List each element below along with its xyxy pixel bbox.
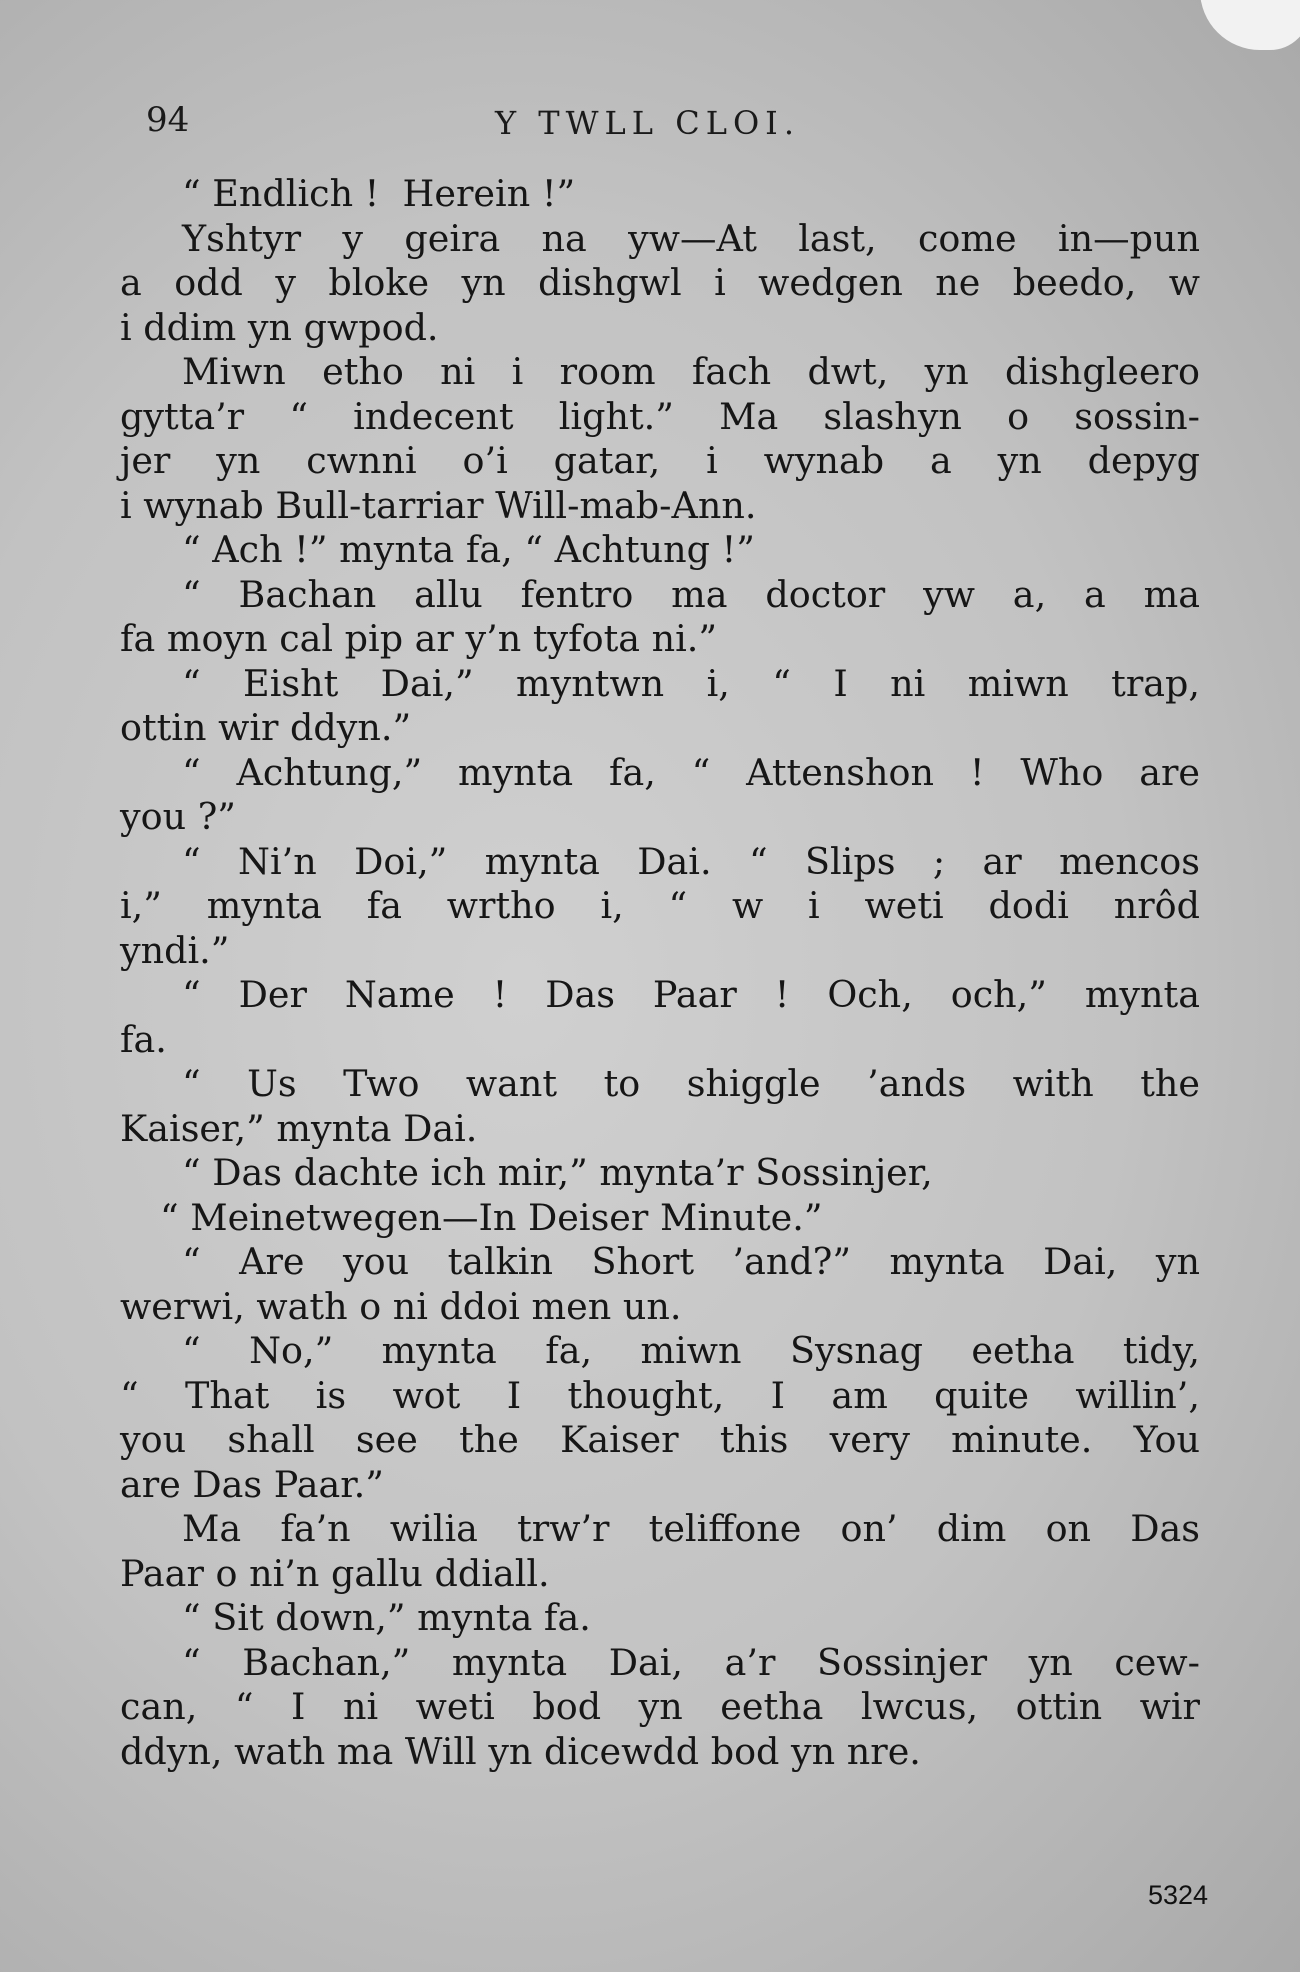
text-line: “ That is wot I thought, I am quite willin’, [120,1373,1200,1417]
text-line: can, “ I ni weti bod yn eetha lwcus, ottin wir [120,1685,1200,1728]
text-line: “ Meinetwegen—In Deiser Minute.” [160,1195,823,1239]
text-line: you shall see the Kaiser this very minute. You [120,1418,1200,1461]
text-line: yndi.” [120,928,230,972]
running-title: Y TWLL CLOI. [495,104,800,142]
body-text [120,172,1200,1774]
text-line: you ?” [120,795,236,838]
text-line: “ Bachan allu fentro ma doctor yw a, a ma [182,572,1200,616]
text-line: “ No,” mynta fa, miwn Sysnag eetha tidy, [182,1329,1200,1372]
text-line: Kaiser,” mynta Dai. [120,1106,478,1150]
sheet-id-number: 5324 [1148,1880,1209,1910]
text-line: fa. [120,1017,167,1061]
text-line: “ Are you talkin Short ’and?” mynta Dai, yn [182,1240,1200,1283]
text-line: are Das Paar.” [120,1462,384,1506]
text-line: i,” mynta fa wrtho i, “ w i weti dodi nrôd [120,884,1200,927]
text-line: gytta’r “ indecent light.” Ma slashyn o sossin- [120,394,1200,438]
text-line: “ Us Two want to shiggle ’ands with the [182,1062,1200,1105]
text-line: Yshtyr y geira na yw—At last, come in—pun [182,216,1200,260]
text-line: “ Sit down,” mynta fa. [182,1596,591,1639]
text-line: “ Der Name ! Das Paar ! Och, och,” mynta [182,973,1200,1016]
text-line: “ Endlich ! Herein !” [182,172,576,215]
page-header [140,100,1190,150]
text-line: Miwn etho ni i room fach dwt, yn dishgleero [182,350,1200,393]
torn-corner [1200,0,1300,50]
text-line: i ddim yn gwpod. [120,305,439,349]
text-line: ddyn, wath ma Will yn dicewdd bod yn nre. [120,1729,921,1773]
page-number: 94 [146,100,190,140]
text-line: a odd y bloke yn dishgwl i wedgen ne beedo, w [120,261,1200,304]
text-line: “ Das dachte ich mir,” mynta’r Sossinjer, [182,1151,933,1194]
text-line: “ Ni’n Doi,” mynta Dai. “ Slips ; ar mencos [182,839,1200,883]
text-line: Paar o ni’n gallu ddiall. [120,1551,550,1595]
text-line: “ Eisht Dai,” myntwn i, “ I ni miwn trap, [182,661,1200,705]
text-line: i wynab Bull-tarriar Will-mab-Ann. [120,483,757,527]
text-line: jer yn cwnni o’i gatar, i wynab a yn depyg [120,439,1200,482]
text-line: “ Bachan,” mynta Dai, a’r Sossinjer yn cew- [182,1640,1200,1684]
text-line: “ Ach !” mynta fa, “ Achtung !” [182,528,755,571]
text-line: Ma fa’n wilia trw’r teliffone on’ dim on Das [182,1507,1200,1550]
text-line: fa moyn cal pip ar y’n tyfota ni.” [120,617,718,660]
text-line: “ Achtung,” mynta fa, “ Attenshon ! Who are [182,750,1200,794]
text-line: werwi, wath o ni ddoi men un. [120,1284,682,1328]
text-line: ottin wir ddyn.” [120,706,412,749]
